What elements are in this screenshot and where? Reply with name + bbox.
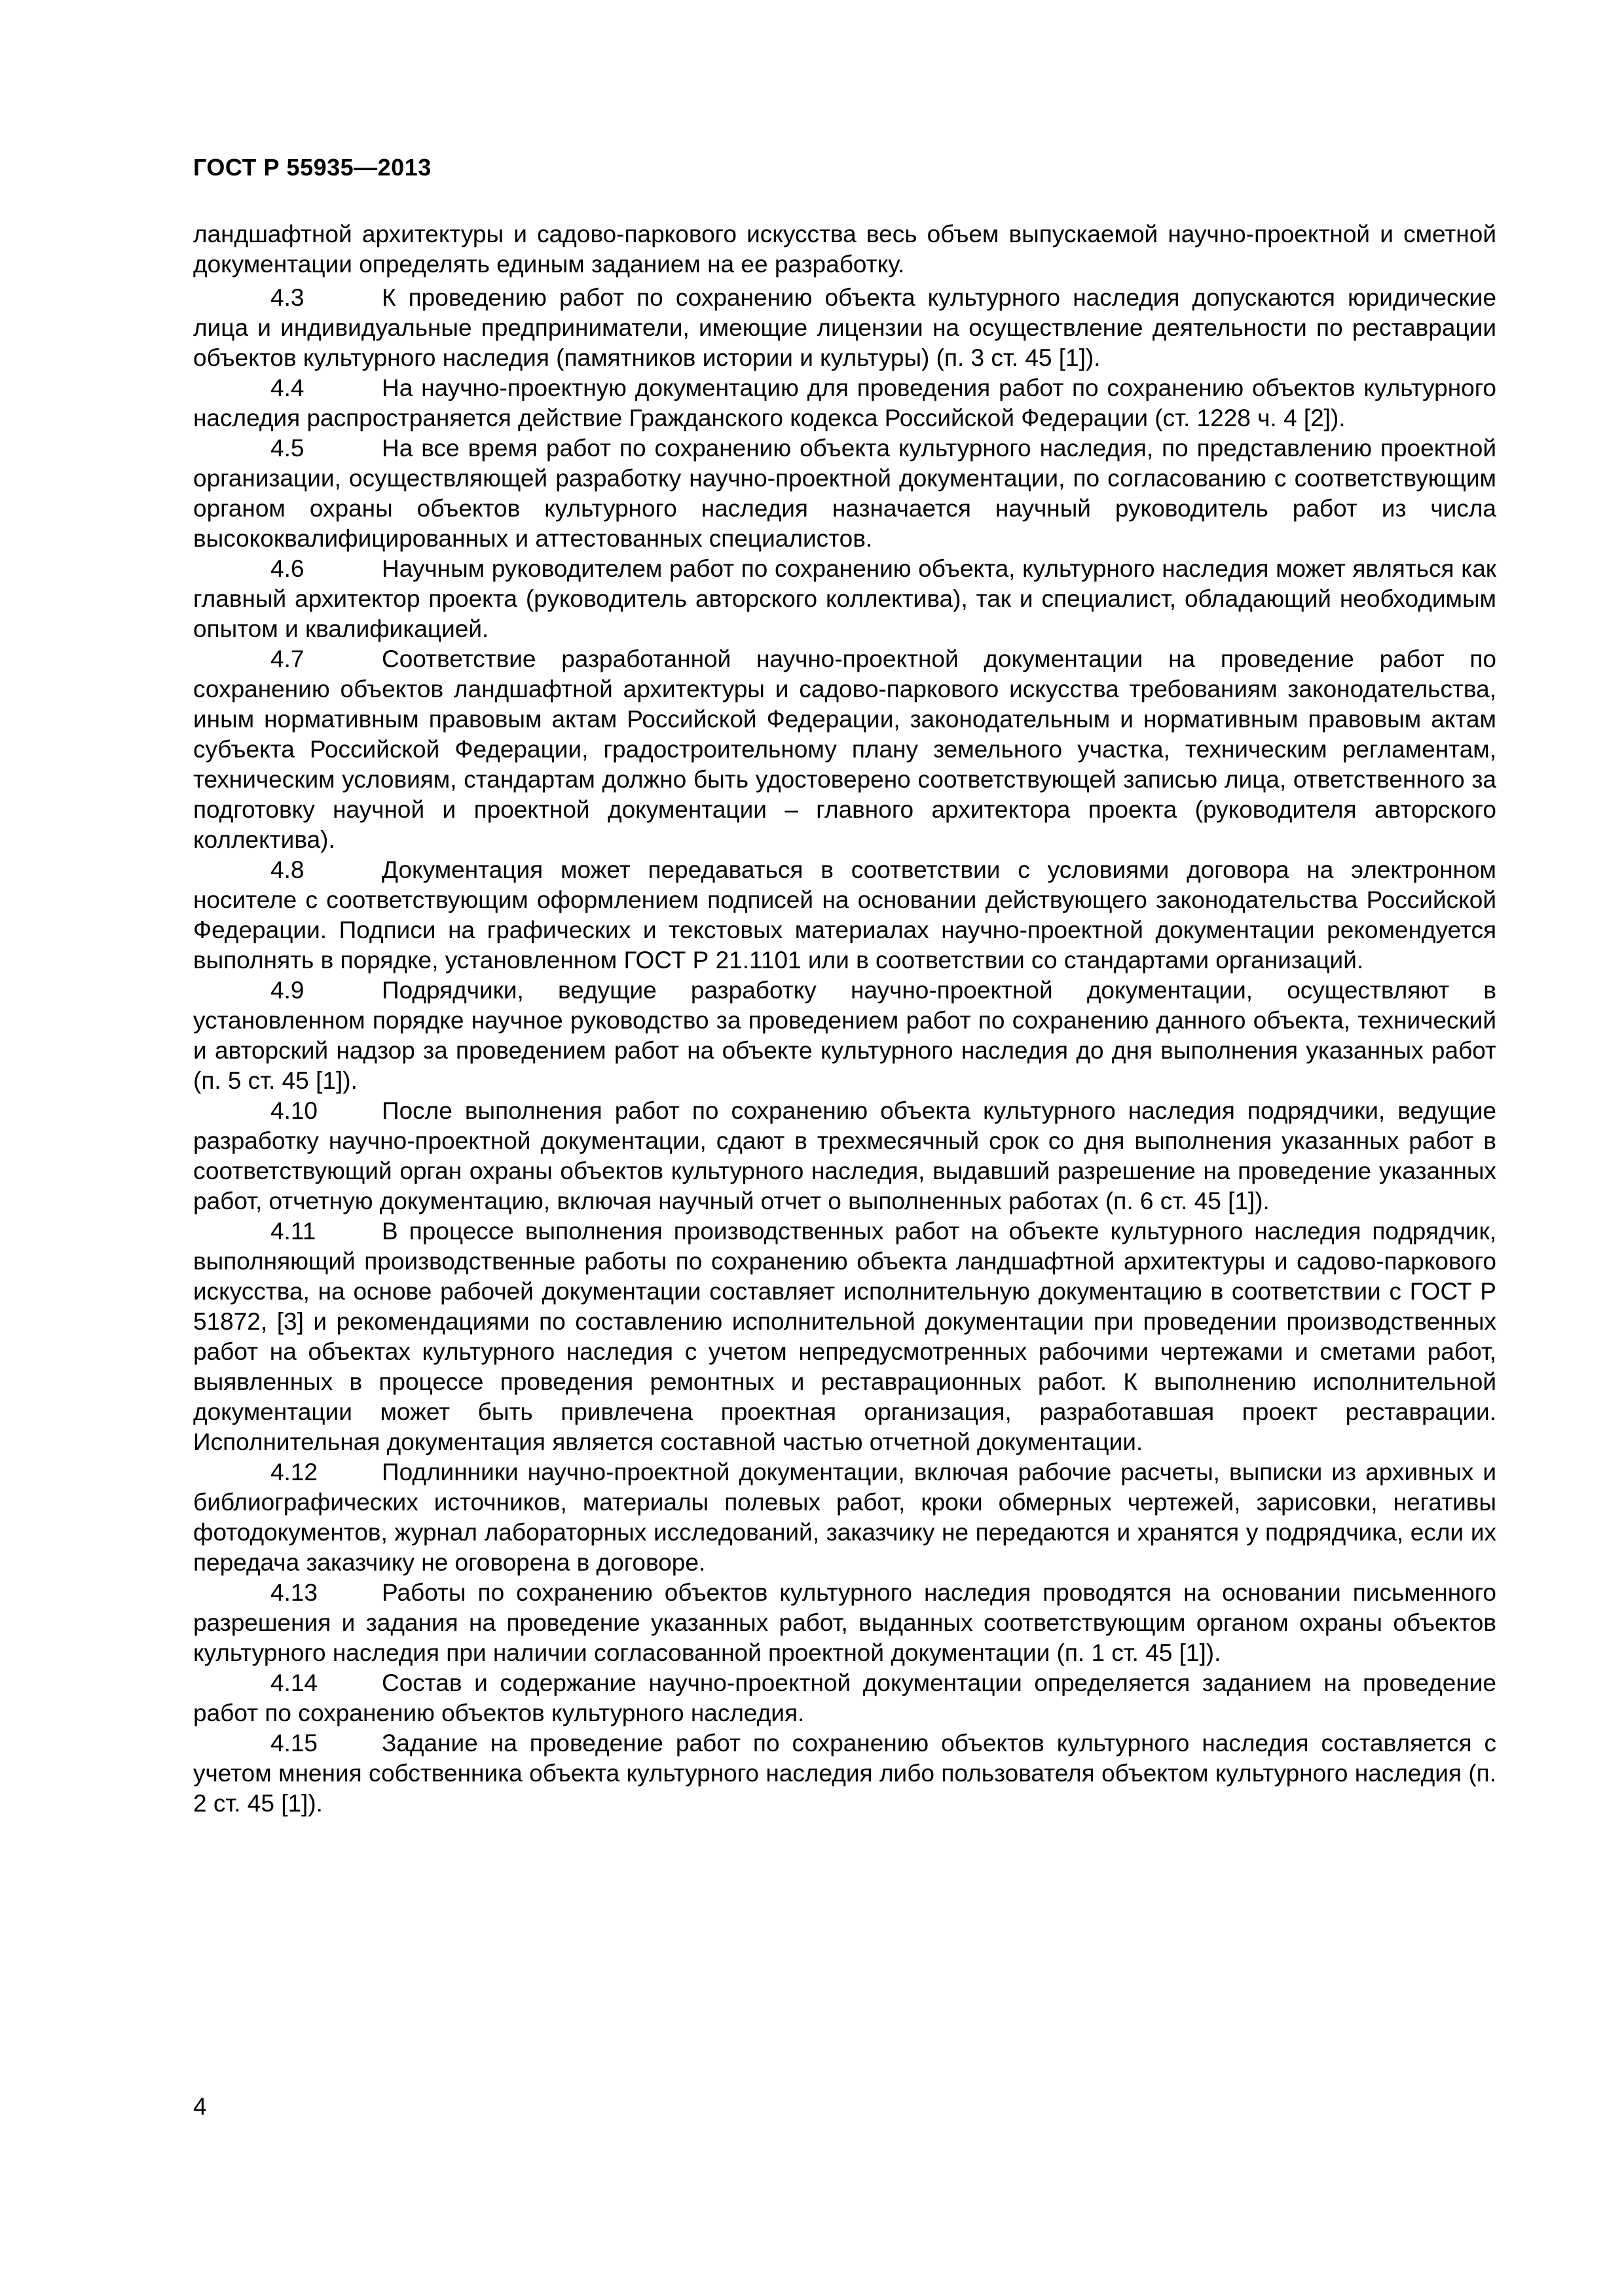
clause-4-14	[193, 1668, 1496, 1728]
clause-4-9	[193, 975, 1496, 1096]
clause-list	[193, 283, 1496, 1819]
clause-4-7	[193, 644, 1496, 855]
clause-number: 4.6	[270, 555, 304, 582]
clause-text: На научно-проектную документацию для проведения работ по сохранению объектов культурного наследия распространяется действие Гражданского кодекса Российской Федерации (ст. 1228 ч. 4 [2]).	[193, 374, 1496, 431]
clause-number: 4.15	[270, 1730, 318, 1757]
clause-text: После выполнения работ по сохранению объекта культурного наследия подрядчики, ведущие разработку научно-проектной документации, сдают в трехмесячный срок со дня выполнения указанных работ в соответствующий орган охраны объектов культурного наследия, выдавший разрешение на проведение указанных работ, отчетную документацию, включая научный отчет о выполненных работах (п. 6 ст. 45 [1]).	[193, 1097, 1496, 1214]
clause-4-5	[193, 433, 1496, 554]
clause-4-10	[193, 1096, 1496, 1216]
clause-number: 4.9	[270, 977, 304, 1004]
clause-text: Состав и содержание научно-проектной документации определяется заданием на проведение работ по сохранению объектов культурного наследия.	[193, 1669, 1496, 1726]
clause-number: 4.10	[270, 1097, 318, 1124]
clause-number: 4.5	[270, 435, 304, 462]
clause-4-4	[193, 373, 1496, 433]
clause-number: 4.13	[270, 1579, 318, 1606]
clause-number: 4.12	[270, 1459, 318, 1485]
clause-number: 4.3	[270, 284, 304, 311]
clause-4-8	[193, 855, 1496, 975]
clause-number: 4.14	[270, 1669, 318, 1696]
page-number: 4	[193, 2093, 207, 2120]
clause-4-6	[193, 554, 1496, 644]
clause-4-13	[193, 1578, 1496, 1668]
clause-text: Подрядчики, ведущие разработку научно-проектной документации, осуществляют в установленном порядке научное руководство за проведением работ по сохранению данного объекта, технический и авторский надзор за проведением работ на объекте культурного наследия до дня выполнения указанных работ (п. 5 ст. 45 [1]).	[193, 977, 1496, 1094]
clause-number: 4.4	[270, 374, 304, 401]
clause-number: 4.7	[270, 646, 304, 672]
clause-text: Научным руководителем работ по сохранению объекта, культурного наследия может являться как главный архитектор проекта (руководитель авторского коллектива), так и специалист, обладающий необходимым опытом и квалификацией.	[193, 555, 1496, 642]
intro-paragraph: ландшафтной архитектуры и садово-паркового искусства весь объем выпускаемой научно-проектной и сметной документации определять единым заданием на ее разработку.	[193, 221, 1496, 278]
clause-text: Работы по сохранению объектов культурного наследия проводятся на основании письменного разрешения и задания на проведение указанных работ, выданных соответствующим органом охраны объектов культурного наследия при наличии согласованной проектной документации (п. 1 ст. 45 [1]).	[193, 1579, 1496, 1666]
clause-text: В процессе выполнения производственных работ на объекте культурного наследия подрядчик, выполняющий производственные работы по сохранению объекта ландшафтной архитектуры и садово-паркового искусства, на основе рабочей документации составляет исполнительную документацию в соответствии с ГОСТ Р 51872, [3] и рекомендациями по составлению исполнительной документации при проведении производственных работ на объектах культурного наследия с учетом непредусмотренных рабочими чертежами и сметами работ, выявленных в процессе проведения ремонтных и реставрационных работ. К выполнению исполнительной документации может быть привлечена проектная организация, разработавшая проект реставрации. Исполнительная документация является составной частью отчетной документации.	[193, 1218, 1496, 1455]
clause-text: К проведению работ по сохранению объекта культурного наследия допускаются юридические лица и индивидуальные предприниматели, имеющие лицензии на осуществление деятельности по реставрации объектов культурного наследия (памятников истории и культуры) (п. 3 ст. 45 [1]).	[193, 284, 1496, 371]
clause-4-15	[193, 1728, 1496, 1819]
clause-4-12	[193, 1457, 1496, 1578]
clause-text: Задание на проведение работ по сохранению объектов культурного наследия составляется с учетом мнения собственника объекта культурного наследия либо пользователя объектом культурного наследия (п. 2 ст. 45 [1]).	[193, 1730, 1496, 1817]
clause-4-3	[193, 283, 1496, 373]
clause-text: Соответствие разработанной научно-проектной документации на проведение работ по сохранению объектов ландшафтной архитектуры и садово-паркового искусства требованиям законодательства, иным нормативным правовым актам Российской Федерации, законодательным и нормативным правовым актам субъекта Российской Федерации, градостроительному плану земельного участка, техническим регламентам, техническим условиям, стандартам должно быть удостоверено соответствующей записью лица, ответственного за подготовку научной и проектной документации – главного архитектора проекта (руководителя авторского коллектива).	[193, 646, 1496, 853]
clause-4-11	[193, 1216, 1496, 1457]
clause-number: 4.11	[270, 1218, 316, 1245]
clause-number: 4.8	[270, 856, 304, 883]
clause-text: На все время работ по сохранению объекта культурного наследия, по представлению проектной организации, осуществляющей разработку научно-проектной документации, по согласованию с соответствующим органом охраны объектов культурного наследия назначается научный руководитель работ из числа высококвалифицированных и аттестованных специалистов.	[193, 435, 1496, 552]
document-header: ГОСТ Р 55935—2013	[193, 154, 432, 181]
clause-text: Документация может передаваться в соответствии с условиями договора на электронном носителе с соответствующим оформлением подписей на основании действующего законодательства Российской Федерации. Подписи на графических и текстовых материалах научно-проектной документации рекомендуется выполнять в порядке, установленном ГОСТ Р 21.1101 или в соответствии со стандартами организаций.	[193, 856, 1496, 974]
clause-text: Подлинники научно-проектной документации, включая рабочие расчеты, выписки из архивных и библиографических источников, материалы полевых работ, кроки обмерных чертежей, зарисовки, негативы фотодокументов, журнал лабораторных исследований, заказчику не передаются и хранятся у подрядчика, если их передача заказчику не оговорена в договоре.	[193, 1459, 1496, 1576]
